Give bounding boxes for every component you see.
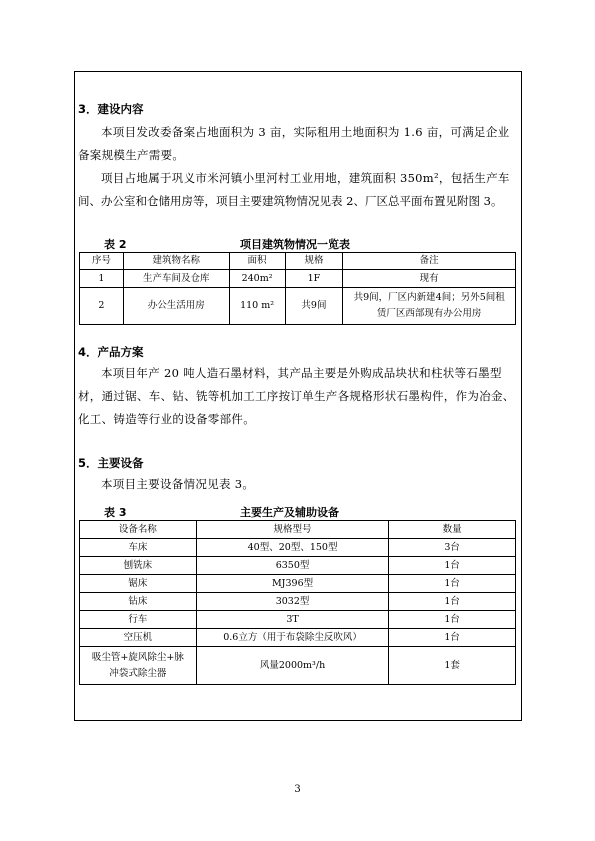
table-cell: 110 m²: [229, 288, 285, 325]
table-cell: 1台: [389, 611, 516, 629]
table-cell: 空压机: [80, 629, 197, 647]
table-row: [80, 557, 516, 575]
table-cell: 3T: [196, 611, 389, 629]
table-3-header-row: [80, 521, 516, 539]
table-3-label: 表 3: [104, 506, 127, 519]
table-cell: 1台: [389, 557, 516, 575]
table-cell: 风量2000m³/h: [196, 647, 389, 685]
table-3-title: 主要生产及辅助设备: [240, 506, 339, 519]
para-2-line-1: 项目占地属于巩义市米河镇小里河村工业用地，建筑面积 350m²，包括生产车: [101, 171, 510, 185]
table-cell: 6350型: [196, 557, 389, 575]
table-cell: 1: [80, 270, 124, 288]
table-row: [80, 611, 516, 629]
table-cell: 1台: [389, 629, 516, 647]
section-3-body: [78, 121, 518, 213]
section-4-heading: 4．产品方案: [78, 345, 144, 359]
para-2-line-2: 间、办公室和仓储用房等，项目主要建筑物情况见表 2、厂区总平面布置见附图 3。: [78, 194, 503, 208]
table-row: [80, 575, 516, 593]
table-cell: 车床: [80, 539, 197, 557]
table-cell: 2: [80, 288, 124, 325]
table-cell: 锯床: [80, 575, 197, 593]
table-2-header: 规格: [285, 253, 343, 270]
table-2-header: 序号: [80, 253, 124, 270]
table-cell: 钻床: [80, 593, 197, 611]
section-4-line-3: 化工、铸造等行业的设备零部件。: [78, 412, 255, 426]
table-cell: 40型、20型、150型: [196, 539, 389, 557]
table-cell: 现有: [343, 270, 516, 288]
section-5-line-1: 本项目主要设备情况见表 3。: [101, 477, 255, 491]
table-cell: 1套: [389, 647, 516, 685]
para-1-line-2: 备案规模生产需要。: [78, 148, 185, 162]
table-cell: 1台: [389, 575, 516, 593]
table-cell: 行车: [80, 611, 197, 629]
table-2-title: 项目建筑物情况一览表: [240, 238, 350, 251]
table-cell: 刨铣床: [80, 557, 197, 575]
table-3-header: 数量: [389, 521, 516, 539]
section-3-heading: 3．建设内容: [78, 102, 144, 116]
section-4-line-1: 本项目年产 20 吨人造石墨材料，其产品主要是外购成品块状和柱状等石墨型: [101, 366, 502, 380]
table-2-header: 备注: [343, 253, 516, 270]
table-2-header: 面积: [229, 253, 285, 270]
section-5-body: [78, 473, 518, 496]
table-cell: 吸尘管+旋风除尘+脉冲袋式除尘器: [80, 647, 197, 685]
table-cell: 1F: [285, 270, 343, 288]
table-row: [80, 629, 516, 647]
table-cell: 共9间，厂区内新建4间；另外5间租赁厂区西部现有办公用房: [343, 288, 516, 325]
table-cell: 3台: [389, 539, 516, 557]
table-cell: 生产车间及仓库: [123, 270, 229, 288]
table-3-header: 规格型号: [196, 521, 389, 539]
table-cell: 0.6立方（用于布袋除尘反吹风）: [196, 629, 389, 647]
table-3-header: 设备名称: [80, 521, 197, 539]
table-row: [80, 270, 516, 288]
section-5-heading: 5．主要设备: [78, 456, 144, 470]
table-row: [80, 647, 516, 685]
table-2: [79, 252, 516, 325]
section-4-line-2: 材，通过锯、车、钻、铣等机加工工序按订单生产各规格形状石墨构件，作为冶金、: [78, 389, 515, 403]
table-2-header: 建筑物名称: [123, 253, 229, 270]
table-row: [80, 539, 516, 557]
table-row: [80, 593, 516, 611]
table-2-label: 表 2: [104, 238, 127, 251]
table-2-header-row: [80, 253, 516, 270]
page-number: 3: [294, 784, 301, 795]
section-4-body: [78, 362, 518, 431]
table-cell: 1台: [389, 593, 516, 611]
table-cell: 240m²: [229, 270, 285, 288]
table-3: [79, 520, 516, 685]
table-cell: 共9间: [285, 288, 343, 325]
para-1-line-1: 本项目发改委备案占地面积为 3 亩，实际租用土地面积为 1.6 亩，可满足企业: [101, 125, 510, 139]
table-cell: 3032型: [196, 593, 389, 611]
table-cell: MJ396型: [196, 575, 389, 593]
table-row: [80, 288, 516, 325]
table-cell: 办公生活用房: [123, 288, 229, 325]
